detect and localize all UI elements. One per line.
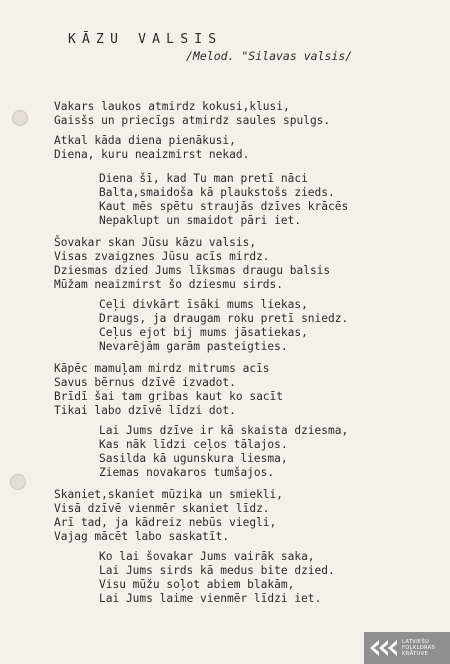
punch-hole [10, 474, 26, 490]
verse-line: Brīdī šai tam gribas kaut ko sacīt [54, 390, 284, 403]
verse-line: Dziesmas dzied Jums līksmas draugu balsis [54, 264, 331, 277]
verse-line: Visā dzīvē vienmēr skaniet līdz. [54, 502, 270, 515]
verse-line: Kas nāk līdzi ceļos tālajos. [99, 438, 288, 451]
lfk-logo-icon [368, 637, 398, 659]
verse-line: Vakars laukos atmirdz kokusi,klusi, [54, 100, 290, 113]
verse-line: Skaniet,skaniet mūzika un smiekli, [54, 488, 284, 501]
verse-line: Lai Jums dzīve ir kā skaista dziesma, [99, 424, 349, 437]
verse-line: Balta,smaidoša kā plaukstošs zieds. [99, 186, 335, 199]
verse-line: Sasilda kā ugunskura liesma, [99, 452, 288, 465]
verse-line: Kaut mēs spētu straujās dzīves krācēs [99, 200, 349, 213]
melody-note: /Melod. "Silavas valsis/ [186, 49, 353, 63]
verse-line: Visas zvaigznes Jūsu acīs mirdz. [54, 250, 270, 263]
verse-line: Tikai labo dzīvē līdzi dot. [54, 404, 236, 417]
verse-line: Lai Jums laime vienmēr līdzi iet. [99, 592, 322, 605]
verse-line: Nepaklupt un smaidot pāri iet. [99, 214, 302, 227]
verse-line: Kāpēc mamuļam mirdz mitrums acīs [54, 362, 270, 375]
archive-logo [364, 632, 450, 664]
verse-line: Gaisšs un priecīgs atmirdz saules spulgs. [54, 114, 331, 127]
verse-line: Savus bērnus dzīvē izvadot. [54, 376, 236, 389]
verse-line: Ziemas novakaros tumšajos. [99, 466, 275, 479]
verse-line: Lai Jums sirds kā medus bite dzied. [99, 564, 335, 577]
verse-line: Ceļus ejot bij mums jāsatiekas, [99, 326, 308, 339]
verse-line: Mūžam neaizmirst šo dziesmu sirds. [54, 278, 284, 291]
logo-text: LATVIEŠU FOLKLORAS KRĀTUVE [402, 639, 436, 657]
punch-hole [12, 110, 28, 126]
verse-line: Arī tad, ja kādreiz nebūs viegli, [54, 516, 277, 529]
verse-line: Nevarējām garām pasteigties. [99, 340, 288, 353]
verse-line: Ko lai šovakar Jums vairāk saka, [99, 550, 315, 563]
verse-line: Vajag mācēt labo saskatīt. [54, 530, 230, 543]
verse-line: Visu mūžu soļot abiem blakām, [99, 578, 295, 591]
verse-line: Draugs, ja draugam roku pretī sniedz. [99, 312, 349, 325]
verse-line: Atkal kāda diena pienākusi, [54, 134, 236, 147]
verse-line: Diena šī, kad Tu man pretī nāci [99, 172, 308, 185]
verse-line: Šovakar skan Jūsu kāzu valsis, [54, 236, 257, 249]
verse-line: Ceļi divkārt īsāki mums liekas, [99, 298, 308, 311]
verse-line: Diena, kuru neaizmirst nekad. [54, 148, 250, 161]
song-title: KĀZU VALSIS [68, 32, 223, 47]
